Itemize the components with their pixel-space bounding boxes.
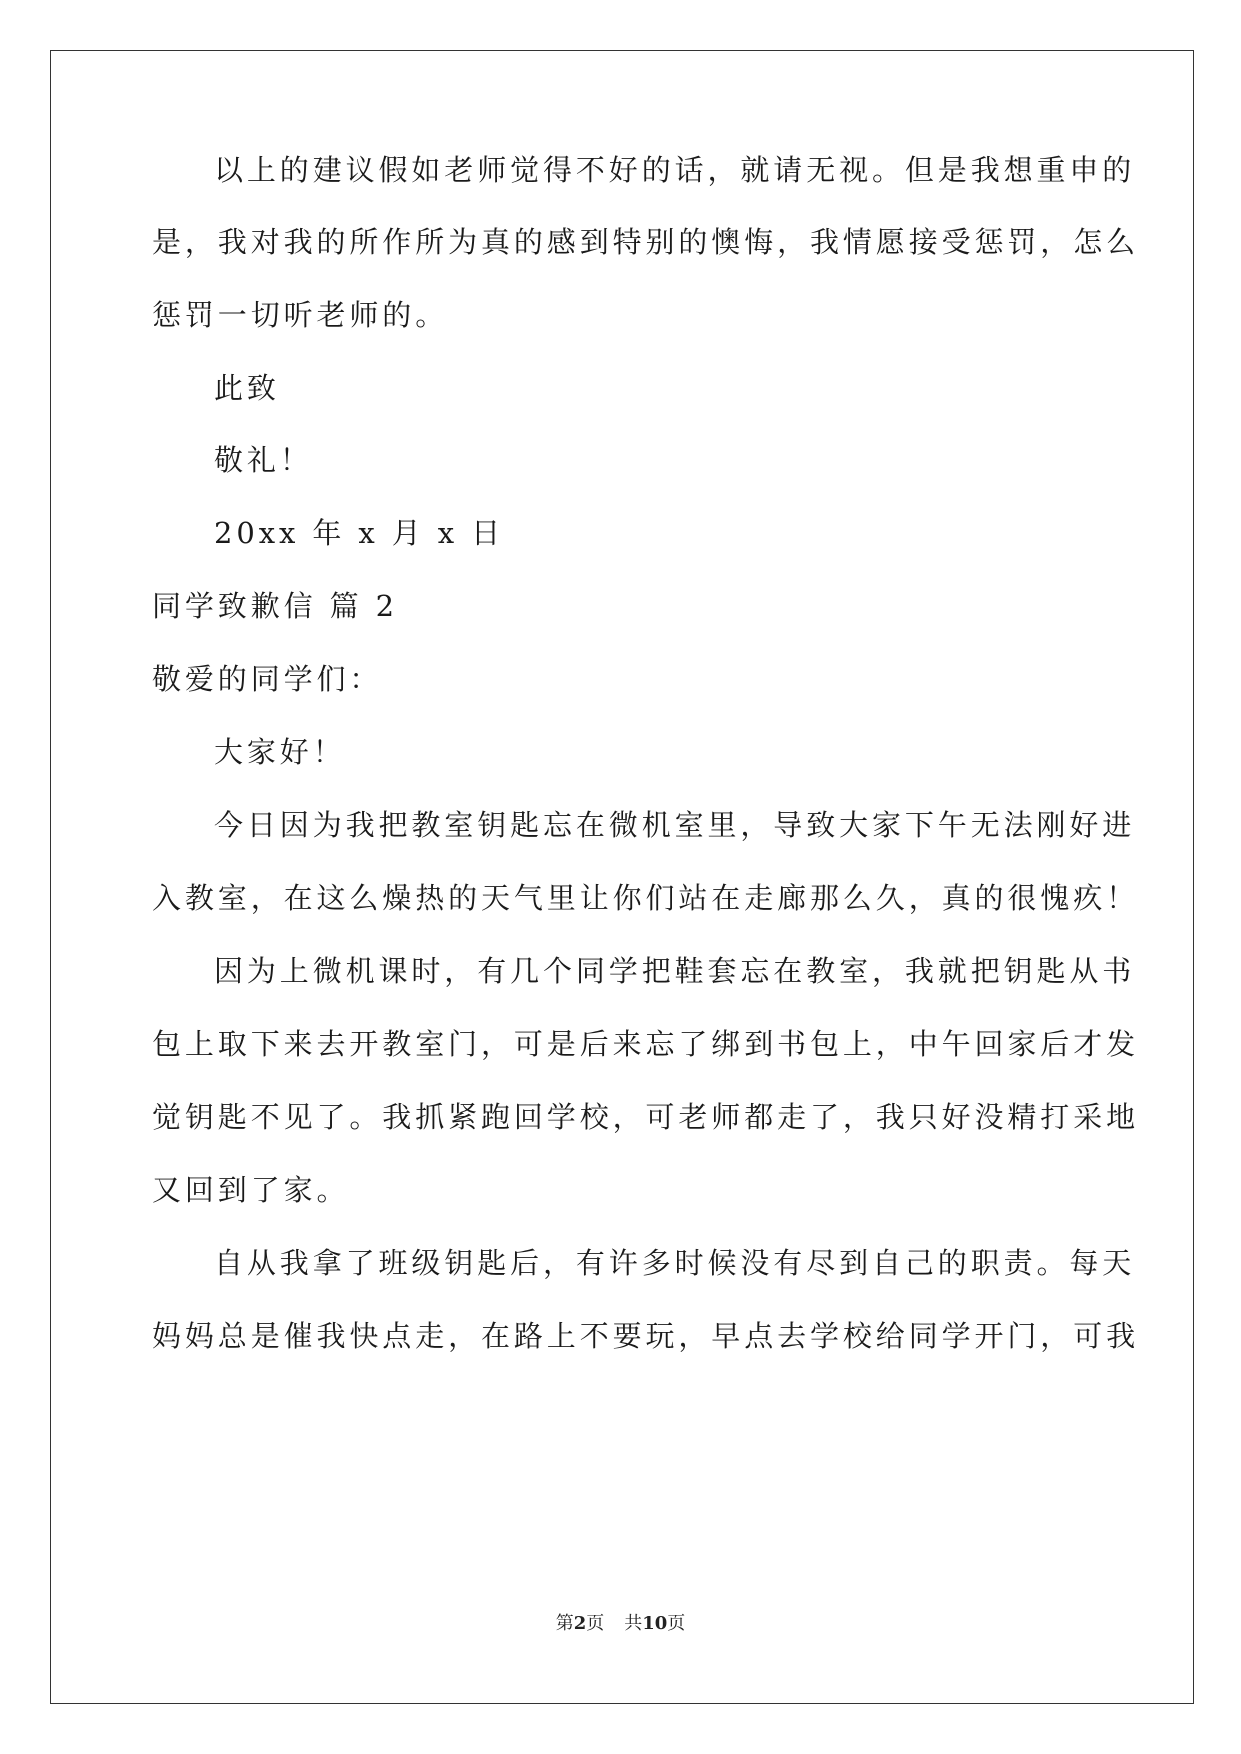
paragraph-line: 又回到了家。	[152, 1173, 350, 1207]
total-pages-suffix: 页	[667, 1613, 686, 1634]
closing-salutation: 此致	[214, 371, 280, 405]
page-number-prefix: 第	[555, 1613, 574, 1634]
paragraph-line: 今日因为我把教室钥匙忘在微机室里，导致大家下午无法刚好进	[214, 808, 1136, 842]
page-footer	[0, 1612, 1241, 1636]
paragraph-line: 是，我对我的所作所为真的感到特别的懊悔，我情愿接受惩罚，怎么	[152, 225, 1140, 259]
closing-regards: 敬礼！	[214, 443, 313, 477]
paragraph-line: 包上取下来去开教室门，可是后来忘了绑到书包上，中午回家后才发	[152, 1027, 1140, 1061]
paragraph-line: 惩罚一切听老师的。	[152, 298, 449, 332]
section-title: 同学致歉信 篇 2	[152, 589, 398, 623]
paragraph-line: 入教室，在这么燥热的天气里让你们站在走廊那么久，真的很愧疚！	[152, 881, 1140, 915]
page-number-suffix: 页	[586, 1613, 605, 1634]
paragraph-line: 以上的建议假如老师觉得不好的话，就请无视。但是我想重申的	[214, 153, 1136, 187]
greeting: 敬爱的同学们：	[152, 662, 383, 696]
paragraph-line: 因为上微机课时，有几个同学把鞋套忘在教室，我就把钥匙从书	[214, 954, 1136, 988]
paragraph-line: 自从我拿了班级钥匙后，有许多时候没有尽到自己的职责。每天	[214, 1246, 1136, 1280]
total-page-count: 10	[642, 1613, 668, 1634]
paragraph-line: 妈妈总是催我快点走，在路上不要玩，早点去学校给同学开门，可我	[152, 1319, 1140, 1353]
current-page-number: 2	[573, 1613, 587, 1634]
paragraph-line: 觉钥匙不见了。我抓紧跑回学校，可老师都走了，我只好没精打采地	[152, 1100, 1140, 1134]
letter-date: 20xx 年 x 月 x 日	[214, 516, 505, 550]
opening-line: 大家好！	[214, 735, 346, 769]
total-pages-prefix: 共	[624, 1613, 643, 1634]
